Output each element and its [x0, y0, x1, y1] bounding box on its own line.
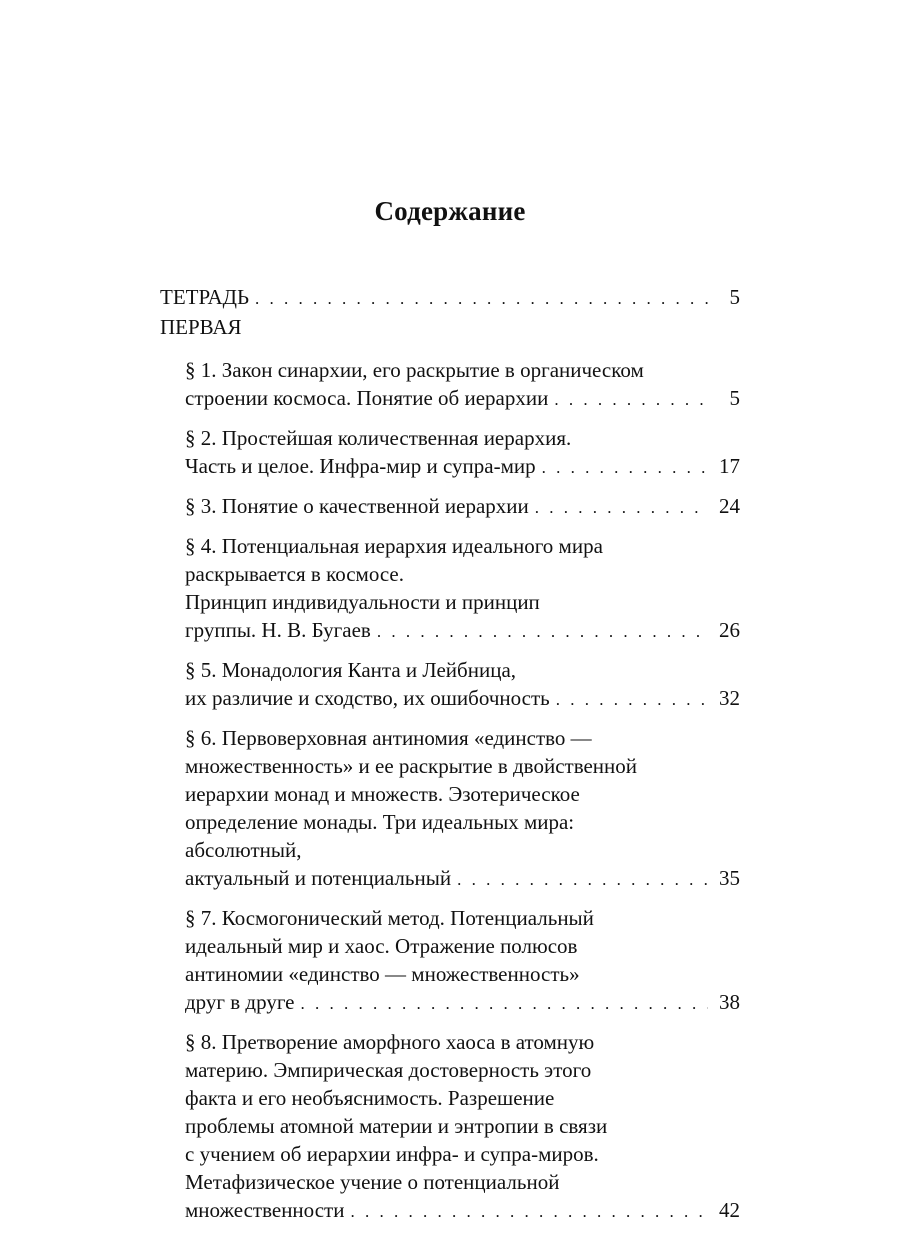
section-title-line: множественности [185, 1198, 345, 1222]
toc-section-entry[interactable] [185, 492, 740, 522]
section-title-line: проблемы атомной материи и энтропии в связи [185, 1114, 608, 1138]
page-number: 38 [719, 990, 740, 1014]
dot-leader [554, 386, 708, 414]
dot-leader [301, 990, 708, 1018]
page-number: 32 [719, 686, 740, 710]
section-title-line: актуальный и потенциальный [185, 866, 452, 890]
toc-section-entry[interactable] [185, 904, 740, 1018]
section-title-line: § 8. Претворение аморфного хаоса в атомную [185, 1030, 595, 1054]
toc-section-entry[interactable] [185, 724, 740, 894]
section-last-line [185, 452, 740, 482]
dot-leader [542, 454, 708, 482]
dot-leader [377, 618, 708, 646]
section-title-line: друг в друге [185, 990, 295, 1014]
section-title-line: идеальный мир и хаос. Отражение полюсов [185, 934, 578, 958]
section-title-line: иерархии монад и множеств. Эзотерическое [185, 782, 580, 806]
section-title-line: § 7. Космогонический метод. Потенциальный [185, 906, 594, 930]
section-last-line [185, 616, 740, 646]
section-title-line: их различие и сходство, их ошибочность [185, 686, 550, 710]
toc-part-entry[interactable] [160, 282, 740, 342]
dot-leader [255, 284, 708, 314]
section-title-line: раскрывается в космосе. [185, 562, 405, 586]
page-number: 26 [719, 618, 740, 642]
toc-section-entry[interactable] [185, 1028, 740, 1226]
page-number: 35 [719, 866, 740, 890]
section-title-line: § 3. Понятие о качественной иерархии [185, 494, 529, 518]
section-last-line [185, 384, 740, 414]
section-title-line: группы. Н. В. Бугаев [185, 618, 371, 642]
page-number: 5 [729, 386, 740, 410]
dot-leader [535, 494, 708, 522]
section-title-line: Метафизическое учение о потенциальной [185, 1170, 560, 1194]
dot-leader [350, 1198, 708, 1226]
section-title-line: § 6. Первоверховная антиномия «единство — [185, 726, 592, 750]
section-title-line: материю. Эмпирическая достоверность этого [185, 1058, 592, 1082]
part-label: ТЕТРАДЬ ПЕРВАЯ [160, 285, 250, 339]
page-title: Содержание [374, 196, 526, 226]
page-number: 24 [719, 494, 740, 518]
section-title-line: определение монады. Три идеальных мира: [185, 810, 575, 834]
section-last-line [185, 492, 740, 522]
toc-section-entry[interactable] [185, 656, 740, 714]
section-title-line: антиномии «единство — множественность» [185, 962, 580, 986]
section-title-line: § 4. Потенциальная иерархия идеального мира [185, 534, 603, 558]
section-title-line: Часть и целое. Инфра-мир и супра-мир [185, 454, 536, 478]
section-title-line: § 5. Монадология Канта и Лейбница, [185, 658, 517, 682]
toc-section-entry[interactable] [185, 424, 740, 482]
toc-section-entry[interactable] [185, 532, 740, 646]
section-title-line: § 2. Простейшая количественная иерархия. [185, 426, 572, 450]
section-title-line: Принцип индивидуальности и принцип [185, 590, 540, 614]
section-title-line: строении космоса. Понятие об иерархии [185, 386, 549, 410]
section-title-line: с учением об иерархии инфра- и супра-миров. [185, 1142, 599, 1166]
dot-leader [556, 686, 708, 714]
section-last-line [185, 864, 740, 894]
toc-section-entry[interactable] [185, 356, 740, 414]
sections-list [160, 356, 740, 1226]
section-last-line [185, 988, 740, 1018]
section-last-line [185, 1196, 740, 1226]
section-title-line: множественность» и ее раскрытие в двойственной [185, 754, 638, 778]
table-of-contents [160, 282, 740, 1236]
section-last-line [185, 684, 740, 714]
page-number: 42 [719, 1198, 740, 1222]
section-title-line: § 1. Закон синархии, его раскрытие в органическом [185, 358, 644, 382]
page-number: 5 [729, 285, 740, 309]
section-title-line: факта и его необъяснимость. Разрешение [185, 1086, 555, 1110]
dot-leader [457, 866, 708, 894]
section-title-line: абсолютный, [185, 838, 302, 862]
page-number: 17 [719, 454, 740, 478]
